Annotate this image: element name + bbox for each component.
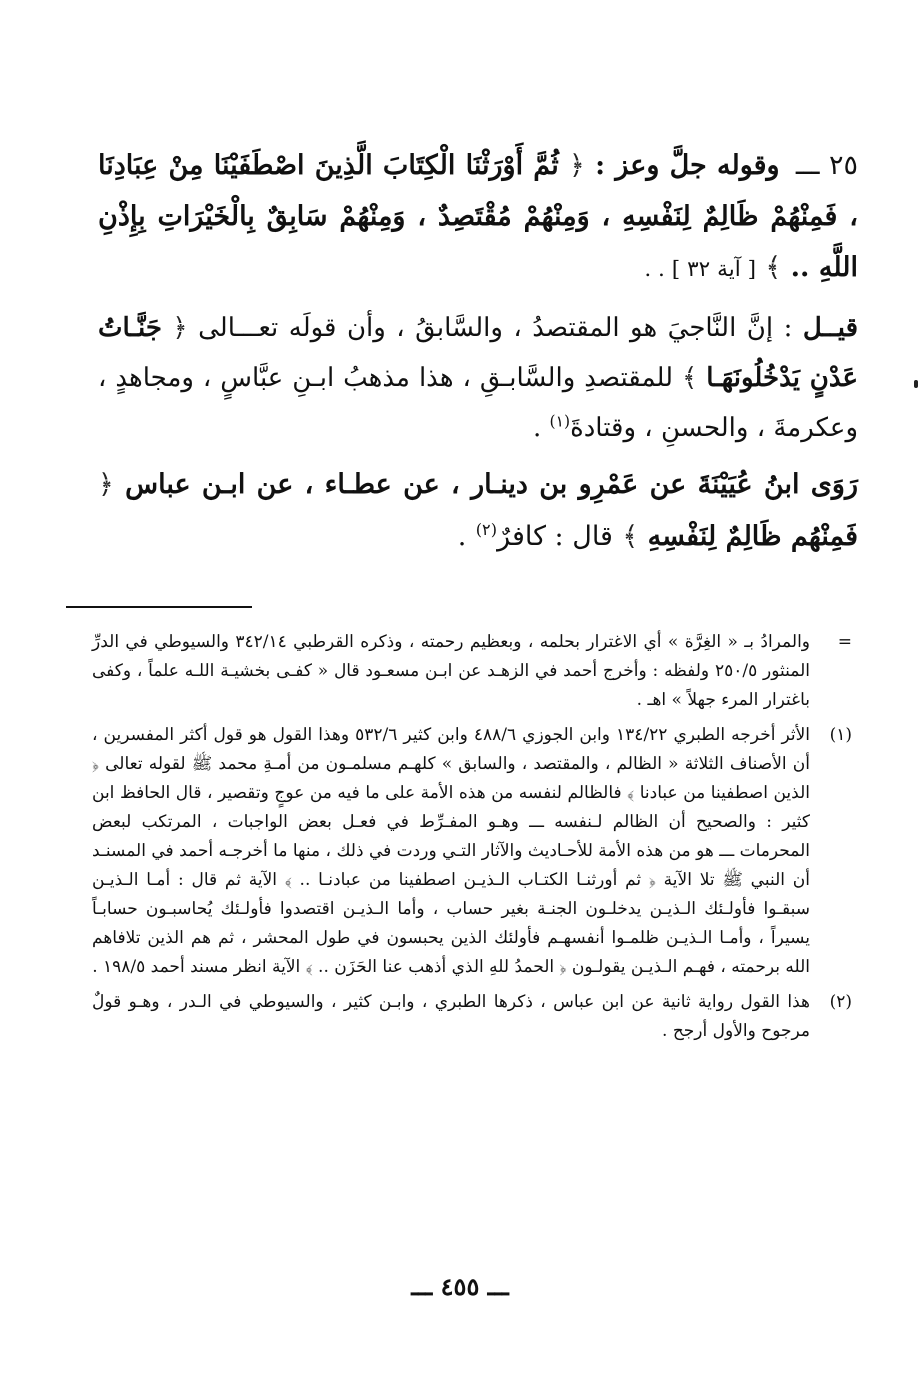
ornate-bracket-open-icon: ﴿ [98, 469, 114, 500]
paragraph-text: قال : كافرٌ [497, 521, 613, 552]
footnote-reference[interactable]: (١) [549, 412, 571, 431]
main-text [98, 140, 858, 563]
quran-verse: جَنَّـاتُ عَدْنٍ يَدْخُلُونَهَـا [98, 313, 859, 393]
sentence-end: . [532, 413, 542, 443]
ornate-bracket-close-icon: ﴾ [622, 521, 639, 552]
footnote-separator [66, 606, 252, 608]
paragraph-25 [98, 140, 858, 295]
paragraph-intro: وقوله جلَّ وعز : [595, 150, 780, 181]
footnote-1 [92, 721, 852, 982]
paragraph-text: للمقتصدِ والسَّابـقِ ، هذا مذهبُ ابـنِ عبَّاسٍ ، ومجاهدٍ ، وعكرمةَ ، والحسنِ ، وقتادةَ [98, 363, 858, 443]
scan-mark [914, 380, 918, 388]
footnote-mark: (١) [829, 725, 852, 745]
footnote-mark: (٢) [829, 992, 852, 1012]
paragraph-riwaya [98, 459, 858, 563]
paragraph-number: ٢٥ ـــ [795, 150, 859, 181]
sentence-end: . [457, 521, 467, 552]
ornate-bracket-close-icon: ﴾ [765, 252, 782, 283]
ornate-bracket-open-icon: ﴿ [569, 150, 585, 181]
footnote-text: هذا القول رواية ثانية عن ابن عباس ، ذكرها الطبري ، وابـن كثير ، والسيوطي في الـدر ، وهـو قولٌ مرجوح والأول أرجح . [92, 992, 810, 1041]
footnote-2 [92, 988, 852, 1046]
quran-verse: ثُمَّ أَوْرَثْنَا الْكِتَابَ الَّذِينَ اصْطَفَيْنَا مِنْ عِبَادِنَا ، فَمِنْهُمْ ظَالِمٌ لِنَفْسِهِ ، وَمِنْهُمْ مُقْتَصِدٌ ، وَمِنْهُمْ سَابِقٌ بِالْخَيْرَاتِ بِإِذْنِ اللَّهِ .. [98, 150, 858, 283]
page-number: ـــ ٤٥٥ ـــ [411, 1272, 509, 1301]
paragraph-lead-word: قيــل [802, 313, 859, 343]
quran-verse: فَمِنْهُم ظَالِمٌ لِنَفْسِهِ [647, 521, 858, 552]
footnote-mark: = [837, 632, 852, 652]
ornate-bracket-open-icon: ﴿ [172, 313, 188, 343]
paragraph-text: : إنَّ النَّاجيَ هو المقتصدُ ، والسَّابقُ ، وأن قولَه تعـــالى [198, 313, 793, 343]
paragraph-text: رَوَى ابنُ عُيَيْنَةَ عن عَمْرِو بن دينـار ، عن عطـاء ، عن ابـن عباس [125, 469, 858, 500]
verse-reference: [ آية ٣٢ ] . . [644, 257, 757, 282]
footnotes [92, 628, 852, 1052]
footnote-reference[interactable]: (٢) [475, 520, 498, 539]
footnote-text: والمرادُ بـ « الغِرَّة » أي الاغترار بحلمه ، وبعظيم رحمته ، وذكره القرطبي ٣٤٢/١٤ والسيوطي في الدرِّ المنثور ٢٥٠/٥ ولفظه : وأخرج أحمد في الزهـد عن ابـن مسعـود قال « كفـى بخشيـة اللـه علماً ، وكفى باغترار المرء جهلاً » اهـ . [92, 632, 811, 710]
paragraph-qila [98, 303, 858, 453]
footnote-text: الأثر أخرجه الطبري ١٣٤/٢٢ وابن الجوزي ٤٨٨/٦ وابن كثير ٥٣٢/٦ وهذا القول هو قول أكثر المفسرين ، أن الأصناف الثلاثة « الظالم ، والمقتصد ، والسابق » كلهـم مسلمـون من أمـةِ محمد ﷺ لقوله تعالى ﴿ الذين اصطفينا من عبادنا ﴾ فالظالم لنفسه من هذه الأمة على ما فيه من عوجٍ وتقصير ، قال الحافظ ابن كثير : والصحيح أن الظالم لـنفسه ـــ وهـو المفـرِّط في فعـل بعض الواجبات ، المرتكب لبعض المحرمات ـــ هو من هذه الأمة للأحـاديث والآثار التـي وردت في ذلك ، منها ما أخرجـه أحمد في المسنـد أن النبي ﷺ تلا الآية ﴿ ثم أورثنـا الكتـاب الـذيـن اصطفينا من عبادنـا .. ﴾ الآية ثم قال : أمـا الـذيـن سبقـوا فأولـئك الـذيـن يدخلـون الجنـة بغير حساب ، وأما الـذيـن اقتصدوا فأولـئك يُحاسبـون حسابـاً يسيراً ، وأمـا الـذيـن ظلمـوا أنفسهـم فأولئك الذين يحبسون في طول المحشر ، ثم هم الذين تلافاهم الله برحمته ، فهـم الـذيـن يقولـون ﴿ الحمدُ للهِ الذي أذهب عنا الحَزَن .. ﴾ الآية انظر مسند أحمد ١٩٨/٥ . [92, 725, 810, 977]
ornate-bracket-close-icon: ﴾ [682, 363, 698, 393]
footnote-continuation [92, 628, 852, 715]
